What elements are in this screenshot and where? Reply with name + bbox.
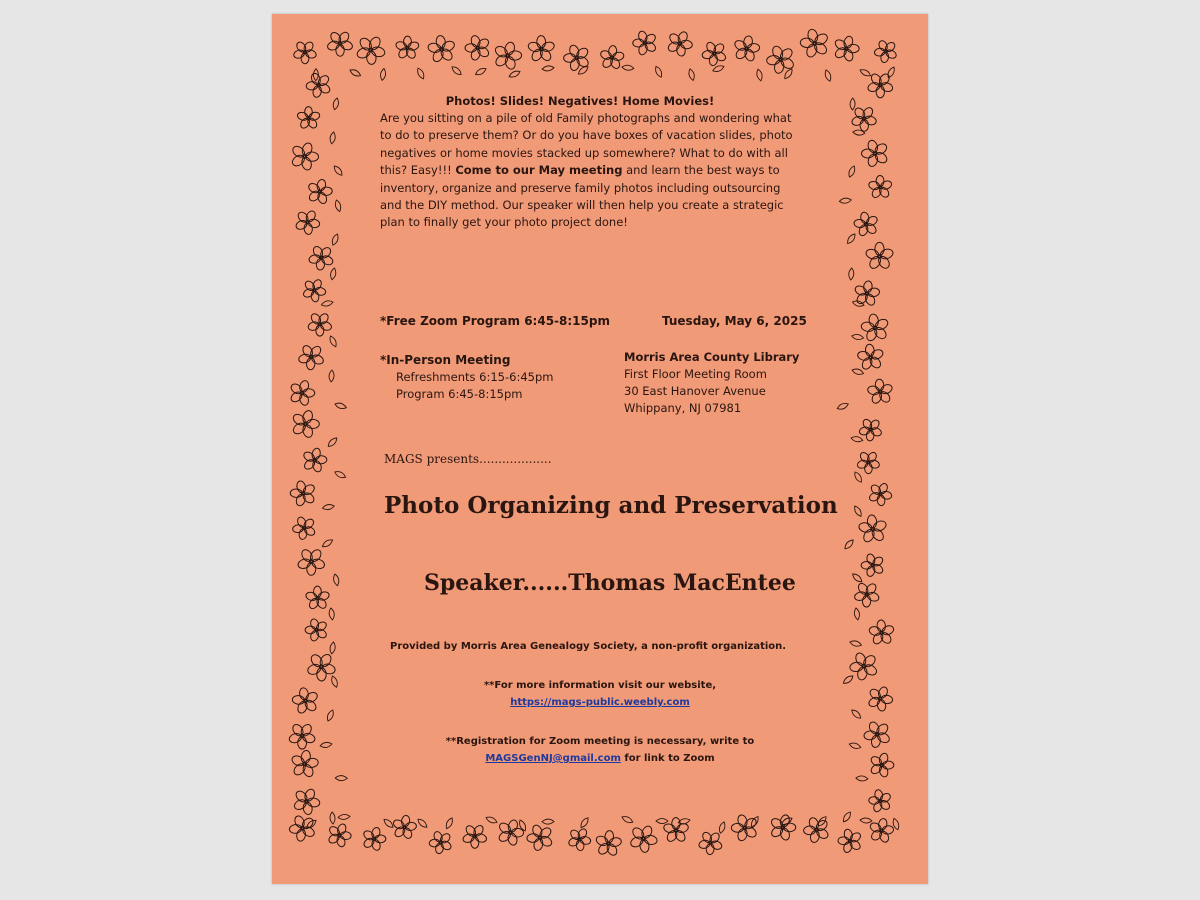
intro-paragraph	[380, 110, 800, 232]
refreshments-time: Refreshments 6:15-6:45pm	[396, 370, 554, 384]
program-time: Program 6:45-8:15pm	[396, 387, 523, 401]
headline: Photos! Slides! Negatives! Home Movies!	[445, 94, 715, 108]
info-block	[380, 677, 820, 711]
speaker-line: Speaker......Thomas MacEntee	[424, 570, 796, 596]
email-suffix: for link to Zoom	[624, 753, 715, 764]
registration-line: **Registration for Zoom meeting is necessary, write to	[445, 736, 755, 747]
meeting-date: Tuesday, May 6, 2025	[662, 314, 807, 328]
inperson-block	[380, 352, 553, 403]
info-line: **For more information visit our website,	[483, 680, 717, 691]
provided-by: Provided by Morris Area Genealogy Society, a non-profit organization.	[390, 641, 787, 652]
library-street: 30 East Hanover Avenue	[624, 384, 766, 398]
intro-text-2: and learn the best ways to inventory, organize and preserve family photos including outsourcing and the DIY method. Our speaker will then help you create a strategic plan to finally get your photo project done!	[380, 163, 784, 230]
flyer-page	[272, 14, 928, 884]
flyer-content	[272, 14, 928, 884]
email-link[interactable]: MAGSGenNJ@gmail.com	[485, 753, 621, 764]
intro-bold-text: Come to our May meeting	[455, 163, 623, 178]
zoom-program: *Free Zoom Program 6:45-8:15pm	[380, 314, 610, 328]
registration-block	[380, 733, 820, 767]
library-room: First Floor Meeting Room	[624, 367, 767, 381]
library-name: Morris Area County Library	[624, 350, 800, 364]
website-link[interactable]: https://mags-public.weebly.com	[510, 697, 690, 708]
intro-text-1: Are you sitting on a pile of old Family photographs and wondering what to do to preserve them? Or do you have boxes of vacation slides, photo negatives or home movies stacked up somewhere? What to do with all this? Easy!!!	[380, 111, 793, 178]
library-city: Whippany, NJ 07981	[624, 401, 742, 415]
event-title: Photo Organizing and Preservation	[384, 492, 838, 519]
library-address	[624, 349, 799, 417]
presents-line: MAGS presents...................	[384, 452, 552, 466]
inperson-heading: *In-Person Meeting	[380, 353, 511, 367]
